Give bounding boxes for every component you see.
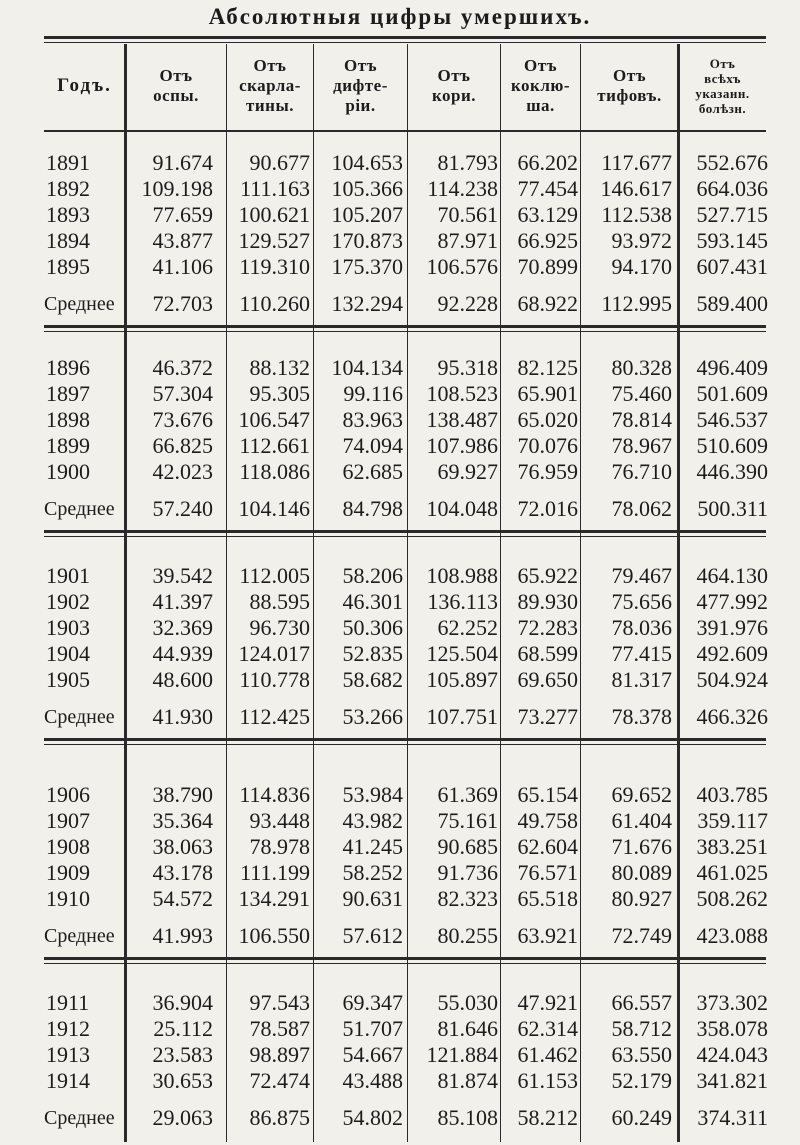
value-cell: 43.877 [152, 228, 213, 253]
value-cell: 49.758 [517, 808, 578, 833]
value-cell: 38.063 [152, 834, 213, 859]
value-cell: 65.154 [517, 782, 578, 807]
table-row [0, 782, 800, 808]
value-cell: 89.930 [517, 589, 578, 614]
value-cell: 88.132 [249, 355, 310, 380]
value-cell: 79.467 [611, 563, 672, 588]
value-cell: 138.487 [426, 407, 498, 432]
value-cell: 23.583 [152, 1042, 213, 1067]
value-cell: 88.595 [249, 589, 310, 614]
average-label: Среднее [44, 706, 115, 728]
value-cell: 117.677 [601, 150, 672, 175]
value-cell: 107.751 [426, 704, 498, 729]
value-cell: 36.904 [152, 990, 213, 1015]
value-cell: 114.238 [427, 176, 498, 201]
value-cell: 61.153 [517, 1068, 578, 1093]
value-cell: 500.311 [697, 496, 768, 521]
year-cell: 1894 [46, 228, 90, 253]
value-cell: 35.364 [152, 808, 213, 833]
value-cell: 104.653 [331, 150, 403, 175]
value-cell: 54.572 [152, 886, 213, 911]
value-cell: 358.078 [696, 1016, 768, 1041]
value-cell: 104.146 [238, 496, 310, 521]
year-group [0, 355, 800, 522]
value-cell: 47.921 [517, 990, 578, 1015]
value-cell: 93.448 [249, 808, 310, 833]
value-cell: 70.076 [517, 433, 578, 458]
average-row [0, 923, 800, 949]
table-row [0, 459, 800, 485]
table-row [0, 990, 800, 1016]
value-cell: 81.793 [437, 150, 498, 175]
value-cell: 492.609 [696, 641, 768, 666]
value-cell: 25.112 [153, 1016, 213, 1041]
value-cell: 42.023 [152, 459, 213, 484]
year-cell: 1912 [46, 1016, 90, 1041]
value-cell: 82.323 [437, 886, 498, 911]
header-rule [44, 130, 766, 132]
year-group [0, 782, 800, 949]
value-cell: 106.547 [238, 407, 310, 432]
value-cell: 68.599 [517, 641, 578, 666]
value-cell: 78.978 [249, 834, 310, 859]
value-cell: 54.802 [342, 1105, 403, 1130]
value-cell: 58.712 [611, 1016, 672, 1041]
value-cell: 63.921 [517, 923, 578, 948]
value-cell: 92.228 [437, 291, 498, 316]
table-row [0, 1042, 800, 1068]
value-cell: 30.653 [152, 1068, 213, 1093]
value-cell: 93.972 [611, 228, 672, 253]
value-cell: 43.982 [342, 808, 403, 833]
value-cell: 58.252 [342, 860, 403, 885]
value-cell: 66.202 [517, 150, 578, 175]
value-cell: 496.409 [696, 355, 768, 380]
value-cell: 504.924 [696, 667, 768, 692]
table-title: Абсолютныя цифры умершихъ. [208, 4, 592, 29]
value-cell: 99.116 [343, 381, 403, 406]
value-cell: 75.161 [437, 808, 498, 833]
value-cell: 32.369 [152, 615, 213, 640]
value-cell: 111.163 [240, 176, 310, 201]
value-cell: 68.922 [517, 291, 578, 316]
value-cell: 29.063 [152, 1105, 213, 1130]
column-header: Отъ всѣхъ указанн. болѣзн. [695, 56, 750, 116]
value-cell: 72.016 [517, 496, 578, 521]
value-cell: 77.659 [152, 202, 213, 227]
value-cell: 43.178 [152, 860, 213, 885]
value-cell: 70.561 [437, 202, 498, 227]
value-cell: 69.650 [517, 667, 578, 692]
value-cell: 41.245 [342, 834, 403, 859]
column-header: Отъ тифовъ. [597, 66, 662, 105]
table-row [0, 667, 800, 693]
year-cell: 1901 [46, 563, 90, 588]
column-divider [407, 44, 408, 1142]
year-cell: 1904 [46, 641, 90, 666]
section-rule [44, 957, 766, 960]
value-cell: 66.557 [611, 990, 672, 1015]
year-cell: 1895 [46, 254, 90, 279]
table-row [0, 834, 800, 860]
value-cell: 552.676 [696, 150, 768, 175]
value-cell: 112.661 [239, 433, 310, 458]
value-cell: 81.874 [437, 1068, 498, 1093]
value-cell: 72.703 [152, 291, 213, 316]
value-cell: 39.542 [152, 563, 213, 588]
value-cell: 57.304 [152, 381, 213, 406]
value-cell: 94.170 [611, 254, 672, 279]
value-cell: 60.249 [611, 1105, 672, 1130]
value-cell: 111.199 [240, 860, 310, 885]
column-header: Отъ оспы. [153, 66, 199, 105]
year-cell: 1902 [46, 589, 90, 614]
average-label: Среднее [44, 925, 115, 947]
value-cell: 114.836 [239, 782, 310, 807]
value-cell: 121.884 [426, 1042, 498, 1067]
column-header: Отъ коклю- ша. [510, 56, 571, 115]
value-cell: 112.995 [601, 291, 672, 316]
column-header: Годъ. [57, 75, 112, 96]
value-cell: 62.685 [342, 459, 403, 484]
value-cell: 136.113 [427, 589, 498, 614]
value-cell: 55.030 [437, 990, 498, 1015]
column-divider [580, 44, 581, 1142]
value-cell: 44.939 [152, 641, 213, 666]
value-cell: 119.310 [239, 254, 310, 279]
average-row [0, 1105, 800, 1131]
year-group [0, 563, 800, 730]
value-cell: 48.600 [152, 667, 213, 692]
year-cell: 1903 [46, 615, 90, 640]
value-cell: 91.736 [437, 860, 498, 885]
value-cell: 359.117 [697, 808, 768, 833]
value-cell: 383.251 [696, 834, 768, 859]
value-cell: 85.108 [437, 1105, 498, 1130]
section-rule [44, 744, 766, 745]
year-cell: 1905 [46, 667, 90, 692]
value-cell: 69.927 [437, 459, 498, 484]
table-row [0, 355, 800, 381]
year-cell: 1906 [46, 782, 90, 807]
table-row [0, 150, 800, 176]
value-cell: 466.326 [696, 704, 768, 729]
value-cell: 95.318 [437, 355, 498, 380]
value-cell: 61.462 [517, 1042, 578, 1067]
value-cell: 508.262 [696, 886, 768, 911]
value-cell: 51.707 [342, 1016, 403, 1041]
year-cell: 1897 [46, 381, 90, 406]
value-cell: 97.543 [249, 990, 310, 1015]
value-cell: 84.798 [342, 496, 403, 521]
year-cell: 1892 [46, 176, 90, 201]
year-cell: 1891 [46, 150, 90, 175]
section-rule [44, 331, 766, 332]
value-cell: 391.976 [696, 615, 768, 640]
value-cell: 66.825 [152, 433, 213, 458]
year-cell: 1899 [46, 433, 90, 458]
value-cell: 63.129 [517, 202, 578, 227]
year-group [0, 990, 800, 1131]
value-cell: 112.425 [239, 704, 310, 729]
value-cell: 62.604 [517, 834, 578, 859]
value-cell: 501.609 [696, 381, 768, 406]
value-cell: 146.617 [600, 176, 672, 201]
value-cell: 100.621 [238, 202, 310, 227]
value-cell: 72.749 [611, 923, 672, 948]
value-cell: 109.198 [141, 176, 213, 201]
value-cell: 74.094 [342, 433, 403, 458]
value-cell: 58.212 [517, 1105, 578, 1130]
value-cell: 86.875 [249, 1105, 310, 1130]
column-divider [500, 44, 501, 1142]
value-cell: 66.925 [517, 228, 578, 253]
value-cell: 77.415 [611, 641, 672, 666]
table-row [0, 433, 800, 459]
section-rule [44, 536, 766, 537]
table-row [0, 563, 800, 589]
year-cell: 1893 [46, 202, 90, 227]
year-cell: 1914 [46, 1068, 90, 1093]
value-cell: 118.086 [239, 459, 310, 484]
value-cell: 90.685 [437, 834, 498, 859]
value-cell: 76.959 [517, 459, 578, 484]
value-cell: 91.674 [152, 150, 213, 175]
year-cell: 1909 [46, 860, 90, 885]
value-cell: 63.550 [611, 1042, 672, 1067]
value-cell: 80.255 [437, 923, 498, 948]
column-header: Отъ скарла- тины. [239, 56, 301, 115]
value-cell: 110.778 [239, 667, 310, 692]
value-cell: 41.106 [152, 254, 213, 279]
average-row [0, 704, 800, 730]
value-cell: 593.145 [696, 228, 768, 253]
year-cell: 1908 [46, 834, 90, 859]
value-cell: 108.988 [426, 563, 498, 588]
value-cell: 110.260 [239, 291, 310, 316]
value-cell: 106.576 [426, 254, 498, 279]
value-cell: 90.677 [249, 150, 310, 175]
value-cell: 41.397 [152, 589, 213, 614]
value-cell: 374.311 [697, 1105, 768, 1130]
column-header: Отъ кори. [431, 66, 477, 105]
value-cell: 41.993 [152, 923, 213, 948]
table-row [0, 589, 800, 615]
table-row [0, 407, 800, 433]
value-cell: 52.179 [611, 1068, 672, 1093]
year-cell: 1898 [46, 407, 90, 432]
average-label: Среднее [44, 498, 115, 520]
value-cell: 129.527 [238, 228, 310, 253]
value-cell: 69.347 [342, 990, 403, 1015]
value-cell: 70.899 [517, 254, 578, 279]
value-cell: 134.291 [238, 886, 310, 911]
value-cell: 424.043 [696, 1042, 768, 1067]
value-cell: 53.984 [342, 782, 403, 807]
value-cell: 125.504 [426, 641, 498, 666]
value-cell: 95.305 [249, 381, 310, 406]
value-cell: 104.134 [331, 355, 403, 380]
column-divider [226, 44, 227, 1142]
value-cell: 664.036 [696, 176, 768, 201]
year-cell: 1911 [46, 990, 90, 1015]
value-cell: 75.656 [611, 589, 672, 614]
value-cell: 46.372 [152, 355, 213, 380]
value-cell: 96.730 [249, 615, 310, 640]
top-rule [44, 36, 766, 39]
value-cell: 403.785 [696, 782, 768, 807]
average-row [0, 291, 800, 317]
value-cell: 76.710 [611, 459, 672, 484]
year-cell: 1913 [46, 1042, 90, 1067]
value-cell: 80.328 [611, 355, 672, 380]
value-cell: 78.814 [611, 407, 672, 432]
value-cell: 58.206 [342, 563, 403, 588]
table-row [0, 176, 800, 202]
value-cell: 57.240 [152, 496, 213, 521]
value-cell: 112.538 [601, 202, 672, 227]
value-cell: 461.025 [696, 860, 768, 885]
value-cell: 62.314 [517, 1016, 578, 1041]
value-cell: 41.930 [152, 704, 213, 729]
value-cell: 72.474 [249, 1068, 310, 1093]
table-row [0, 228, 800, 254]
column-divider [124, 44, 127, 1142]
value-cell: 54.667 [342, 1042, 403, 1067]
value-cell: 78.036 [611, 615, 672, 640]
value-cell: 65.518 [517, 886, 578, 911]
value-cell: 72.283 [517, 615, 578, 640]
value-cell: 510.609 [696, 433, 768, 458]
value-cell: 43.488 [342, 1068, 403, 1093]
table-row [0, 1016, 800, 1042]
average-row [0, 496, 800, 522]
table-row [0, 615, 800, 641]
value-cell: 78.378 [611, 704, 672, 729]
value-cell: 61.369 [437, 782, 498, 807]
value-cell: 73.676 [152, 407, 213, 432]
value-cell: 341.821 [696, 1068, 768, 1093]
average-label: Среднее [44, 293, 115, 315]
value-cell: 76.571 [517, 860, 578, 885]
value-cell: 90.631 [342, 886, 403, 911]
column-divider [313, 44, 314, 1142]
value-cell: 81.646 [437, 1016, 498, 1041]
value-cell: 546.537 [696, 407, 768, 432]
section-rule [44, 530, 766, 533]
value-cell: 607.431 [696, 254, 768, 279]
value-cell: 82.125 [517, 355, 578, 380]
table-row [0, 886, 800, 912]
value-cell: 87.971 [437, 228, 498, 253]
value-cell: 71.676 [611, 834, 672, 859]
value-cell: 46.301 [342, 589, 403, 614]
value-cell: 75.460 [611, 381, 672, 406]
section-rule [44, 738, 766, 741]
table-row [0, 202, 800, 228]
value-cell: 124.017 [238, 641, 310, 666]
top-rule [44, 42, 766, 43]
value-cell: 105.207 [331, 202, 403, 227]
value-cell: 446.390 [696, 459, 768, 484]
value-cell: 78.587 [249, 1016, 310, 1041]
value-cell: 589.400 [696, 291, 768, 316]
value-cell: 373.302 [696, 990, 768, 1015]
value-cell: 80.089 [611, 860, 672, 885]
value-cell: 58.682 [342, 667, 403, 692]
value-cell: 423.088 [696, 923, 768, 948]
value-cell: 78.062 [611, 496, 672, 521]
value-cell: 175.370 [331, 254, 403, 279]
value-cell: 132.294 [331, 291, 403, 316]
value-cell: 77.454 [517, 176, 578, 201]
value-cell: 73.277 [517, 704, 578, 729]
value-cell: 65.901 [517, 381, 578, 406]
average-label: Среднее [44, 1107, 115, 1129]
value-cell: 83.963 [342, 407, 403, 432]
year-cell: 1910 [46, 886, 90, 911]
table-row [0, 860, 800, 886]
value-cell: 53.266 [342, 704, 403, 729]
value-cell: 69.652 [611, 782, 672, 807]
year-cell: 1900 [46, 459, 90, 484]
value-cell: 105.897 [426, 667, 498, 692]
value-cell: 170.873 [331, 228, 403, 253]
year-cell: 1896 [46, 355, 90, 380]
year-group [0, 150, 800, 317]
value-cell: 61.404 [611, 808, 672, 833]
column-divider [677, 44, 680, 1142]
value-cell: 65.020 [517, 407, 578, 432]
value-cell: 81.317 [611, 667, 672, 692]
table-row [0, 1068, 800, 1094]
value-cell: 464.130 [696, 563, 768, 588]
column-header: Отъ дифте- рiи. [333, 56, 388, 115]
value-cell: 65.922 [517, 563, 578, 588]
value-cell: 98.897 [249, 1042, 310, 1067]
value-cell: 38.790 [152, 782, 213, 807]
value-cell: 104.048 [426, 496, 498, 521]
value-cell: 105.366 [331, 176, 403, 201]
section-rule [44, 325, 766, 328]
value-cell: 78.967 [611, 433, 672, 458]
table-row [0, 254, 800, 280]
table-row [0, 381, 800, 407]
value-cell: 107.986 [426, 433, 498, 458]
table-row [0, 808, 800, 834]
value-cell: 80.927 [611, 886, 672, 911]
section-rule [44, 963, 766, 964]
value-cell: 108.523 [426, 381, 498, 406]
year-cell: 1907 [46, 808, 90, 833]
value-cell: 106.550 [238, 923, 310, 948]
table-row [0, 641, 800, 667]
value-cell: 112.005 [239, 563, 310, 588]
value-cell: 477.992 [696, 589, 768, 614]
value-cell: 57.612 [342, 923, 403, 948]
value-cell: 62.252 [437, 615, 498, 640]
value-cell: 52.835 [342, 641, 403, 666]
value-cell: 527.715 [696, 202, 768, 227]
value-cell: 50.306 [342, 615, 403, 640]
